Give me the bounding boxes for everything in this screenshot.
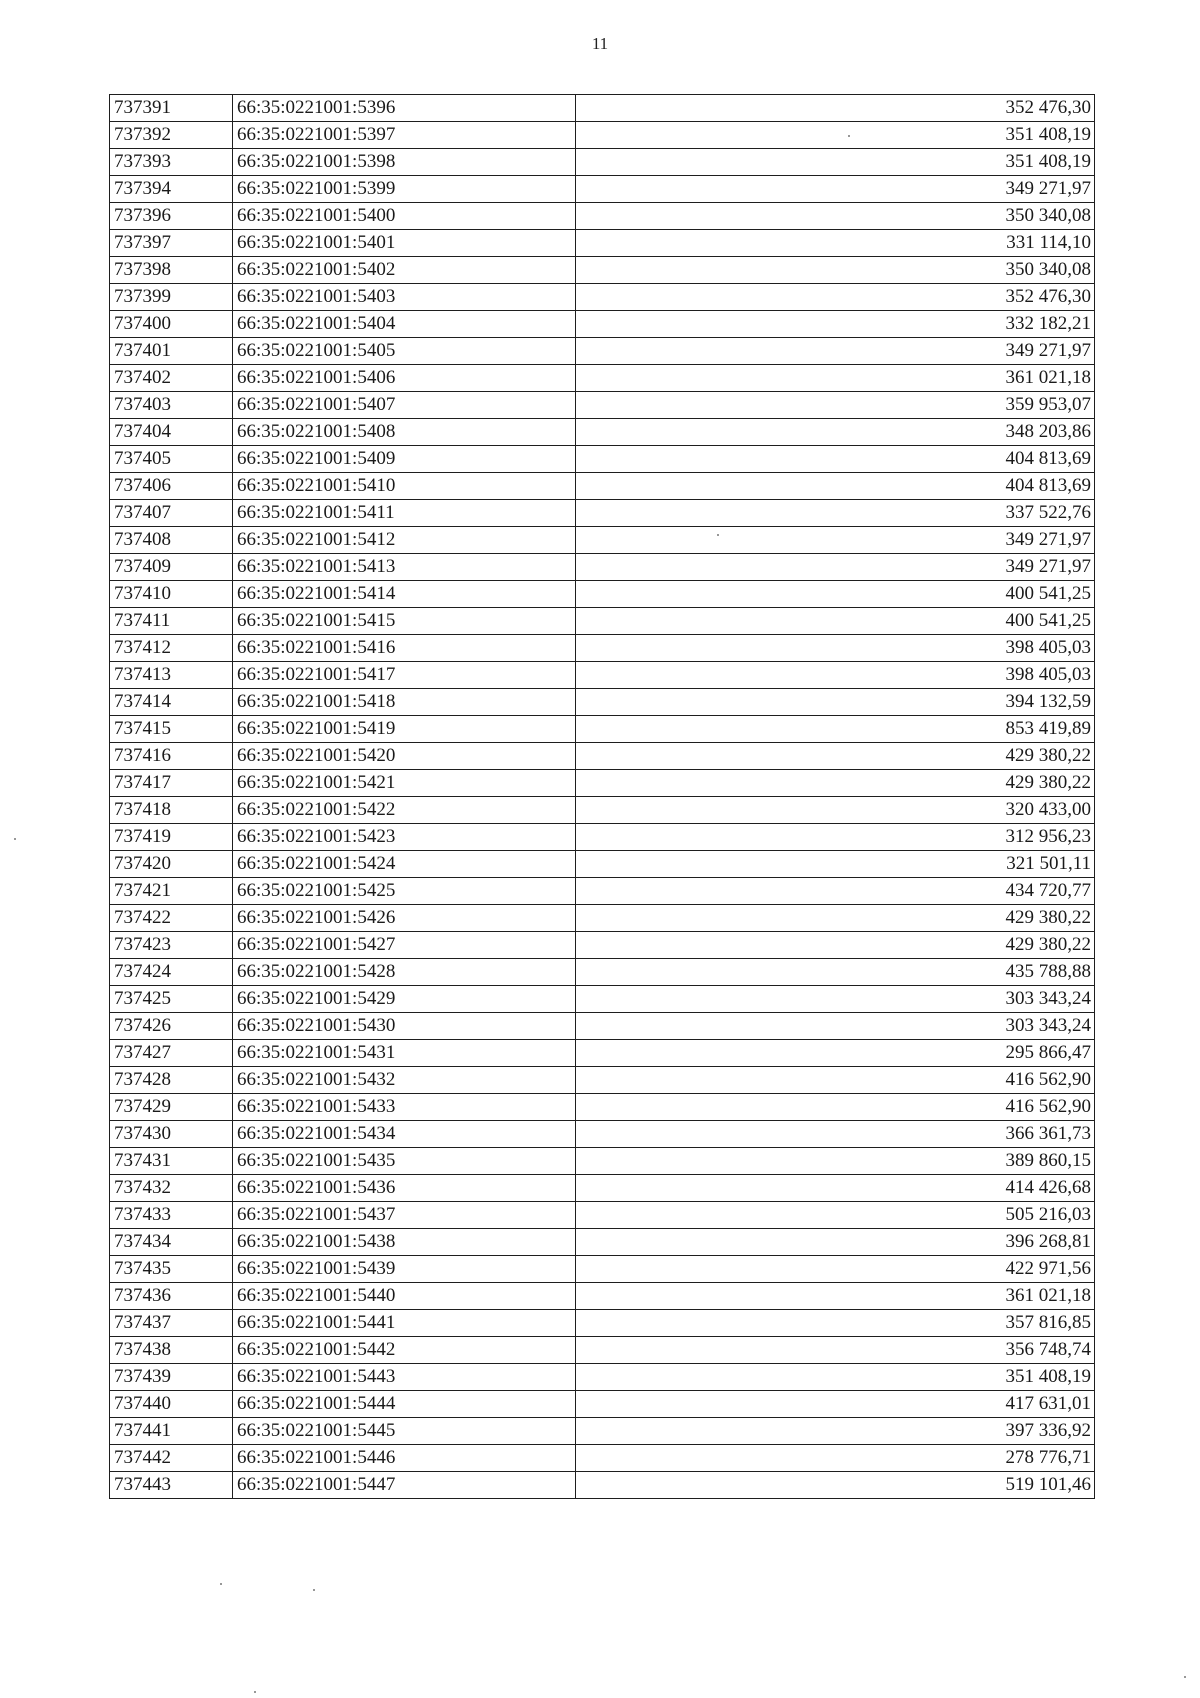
row-id-cell: 737428 [110,1067,233,1094]
cadastral-number-cell: 66:35:0221001:5408 [233,419,576,446]
cadastral-number-cell: 66:35:0221001:5436 [233,1175,576,1202]
table-row [110,1337,1095,1364]
table-row [110,311,1095,338]
cadastral-number-cell: 66:35:0221001:5407 [233,392,576,419]
row-id-cell: 737442 [110,1445,233,1472]
value-cell: 348 203,86 [576,419,1095,446]
table-row [110,1283,1095,1310]
table-row [110,824,1095,851]
cadastral-number-cell: 66:35:0221001:5415 [233,608,576,635]
cadastral-number-cell: 66:35:0221001:5403 [233,284,576,311]
value-cell: 350 340,08 [576,257,1095,284]
cadastral-number-cell: 66:35:0221001:5416 [233,635,576,662]
row-id-cell: 737443 [110,1472,233,1499]
row-id-cell: 737423 [110,932,233,959]
row-id-cell: 737404 [110,419,233,446]
value-cell: 414 426,68 [576,1175,1095,1202]
table-row [110,122,1095,149]
row-id-cell: 737405 [110,446,233,473]
row-id-cell: 737421 [110,878,233,905]
cadastral-number-cell: 66:35:0221001:5433 [233,1094,576,1121]
value-cell: 332 182,21 [576,311,1095,338]
value-cell: 331 114,10 [576,230,1095,257]
cadastral-number-cell: 66:35:0221001:5421 [233,770,576,797]
table-row [110,959,1095,986]
row-id-cell: 737439 [110,1364,233,1391]
value-cell: 278 776,71 [576,1445,1095,1472]
row-id-cell: 737418 [110,797,233,824]
table-row [110,392,1095,419]
table-row [110,797,1095,824]
value-cell: 404 813,69 [576,473,1095,500]
cadastral-number-cell: 66:35:0221001:5434 [233,1121,576,1148]
row-id-cell: 737417 [110,770,233,797]
cadastral-number-cell: 66:35:0221001:5423 [233,824,576,851]
table-row [110,662,1095,689]
table-row [110,230,1095,257]
row-id-cell: 737440 [110,1391,233,1418]
value-cell: 361 021,18 [576,365,1095,392]
value-cell: 321 501,11 [576,851,1095,878]
table-row [110,1418,1095,1445]
cadastral-number-cell: 66:35:0221001:5406 [233,365,576,392]
cadastral-number-cell: 66:35:0221001:5426 [233,905,576,932]
value-cell: 352 476,30 [576,95,1095,122]
row-id-cell: 737392 [110,122,233,149]
table-row [110,1094,1095,1121]
table-row [110,1445,1095,1472]
cadastral-number-cell: 66:35:0221001:5441 [233,1310,576,1337]
cadastral-number-cell: 66:35:0221001:5442 [233,1337,576,1364]
cadastral-number-cell: 66:35:0221001:5400 [233,203,576,230]
table-row [110,500,1095,527]
row-id-cell: 737426 [110,1013,233,1040]
row-id-cell: 737419 [110,824,233,851]
cadastral-number-cell: 66:35:0221001:5412 [233,527,576,554]
row-id-cell: 737430 [110,1121,233,1148]
cadastral-number-cell: 66:35:0221001:5432 [233,1067,576,1094]
cadastral-number-cell: 66:35:0221001:5396 [233,95,576,122]
row-id-cell: 737438 [110,1337,233,1364]
value-cell: 337 522,76 [576,500,1095,527]
table-row [110,1175,1095,1202]
value-cell: 349 271,97 [576,554,1095,581]
table-row [110,1256,1095,1283]
value-cell: 351 408,19 [576,1364,1095,1391]
cadastral-number-cell: 66:35:0221001:5439 [233,1256,576,1283]
cadastral-number-cell: 66:35:0221001:5417 [233,662,576,689]
cadastral-number-cell: 66:35:0221001:5425 [233,878,576,905]
table-row [110,1013,1095,1040]
cadastral-number-cell: 66:35:0221001:5398 [233,149,576,176]
value-cell: 429 380,22 [576,743,1095,770]
cadastral-number-cell: 66:35:0221001:5443 [233,1364,576,1391]
cadastral-number-cell: 66:35:0221001:5431 [233,1040,576,1067]
cadastral-number-cell: 66:35:0221001:5418 [233,689,576,716]
row-id-cell: 737407 [110,500,233,527]
table-row [110,338,1095,365]
cadastral-number-cell: 66:35:0221001:5430 [233,1013,576,1040]
value-cell: 422 971,56 [576,1256,1095,1283]
value-cell: 356 748,74 [576,1337,1095,1364]
table-row [110,932,1095,959]
cadastral-number-cell: 66:35:0221001:5410 [233,473,576,500]
scan-speck [1184,1676,1186,1678]
row-id-cell: 737437 [110,1310,233,1337]
row-id-cell: 737427 [110,1040,233,1067]
table-row [110,1310,1095,1337]
value-cell: 350 340,08 [576,203,1095,230]
table-row [110,689,1095,716]
table-row [110,743,1095,770]
row-id-cell: 737400 [110,311,233,338]
table-row [110,581,1095,608]
table-row [110,1202,1095,1229]
value-cell: 303 343,24 [576,986,1095,1013]
cadastral-number-cell: 66:35:0221001:5440 [233,1283,576,1310]
cadastral-number-cell: 66:35:0221001:5419 [233,716,576,743]
table-row [110,527,1095,554]
cadastral-number-cell: 66:35:0221001:5397 [233,122,576,149]
cadastral-table-container [109,94,1095,1499]
row-id-cell: 737425 [110,986,233,1013]
cadastral-number-cell: 66:35:0221001:5405 [233,338,576,365]
cadastral-number-cell: 66:35:0221001:5401 [233,230,576,257]
table-row [110,419,1095,446]
cadastral-number-cell: 66:35:0221001:5427 [233,932,576,959]
value-cell: 349 271,97 [576,176,1095,203]
value-cell: 398 405,03 [576,635,1095,662]
cadastral-number-cell: 66:35:0221001:5409 [233,446,576,473]
value-cell: 312 956,23 [576,824,1095,851]
value-cell: 320 433,00 [576,797,1095,824]
row-id-cell: 737391 [110,95,233,122]
table-row [110,905,1095,932]
scan-speck [717,534,719,536]
value-cell: 303 343,24 [576,1013,1095,1040]
value-cell: 366 361,73 [576,1121,1095,1148]
value-cell: 429 380,22 [576,770,1095,797]
table-row [110,446,1095,473]
value-cell: 394 132,59 [576,689,1095,716]
value-cell: 349 271,97 [576,527,1095,554]
table-row [110,635,1095,662]
row-id-cell: 737402 [110,365,233,392]
value-cell: 389 860,15 [576,1148,1095,1175]
row-id-cell: 737398 [110,257,233,284]
table-row [110,473,1095,500]
cadastral-number-cell: 66:35:0221001:5446 [233,1445,576,1472]
value-cell: 361 021,18 [576,1283,1095,1310]
table-row [110,608,1095,635]
cadastral-number-cell: 66:35:0221001:5404 [233,311,576,338]
row-id-cell: 737416 [110,743,233,770]
cadastral-number-cell: 66:35:0221001:5435 [233,1148,576,1175]
cadastral-number-cell: 66:35:0221001:5402 [233,257,576,284]
table-row [110,1229,1095,1256]
table-row [110,1391,1095,1418]
table-row [110,716,1095,743]
row-id-cell: 737401 [110,338,233,365]
cadastral-number-cell: 66:35:0221001:5414 [233,581,576,608]
cadastral-number-cell: 66:35:0221001:5429 [233,986,576,1013]
row-id-cell: 737408 [110,527,233,554]
row-id-cell: 737441 [110,1418,233,1445]
row-id-cell: 737393 [110,149,233,176]
scan-speck [254,1691,256,1693]
value-cell: 352 476,30 [576,284,1095,311]
value-cell: 397 336,92 [576,1418,1095,1445]
value-cell: 295 866,47 [576,1040,1095,1067]
row-id-cell: 737433 [110,1202,233,1229]
row-id-cell: 737415 [110,716,233,743]
cadastral-number-cell: 66:35:0221001:5422 [233,797,576,824]
row-id-cell: 737420 [110,851,233,878]
value-cell: 429 380,22 [576,932,1095,959]
table-row [110,284,1095,311]
table-row [110,365,1095,392]
scan-speck [220,1583,222,1585]
cadastral-table [109,94,1095,1499]
value-cell: 434 720,77 [576,878,1095,905]
value-cell: 351 408,19 [576,122,1095,149]
row-id-cell: 737406 [110,473,233,500]
table-row [110,176,1095,203]
cadastral-number-cell: 66:35:0221001:5420 [233,743,576,770]
row-id-cell: 737410 [110,581,233,608]
cadastral-number-cell: 66:35:0221001:5399 [233,176,576,203]
row-id-cell: 737399 [110,284,233,311]
value-cell: 429 380,22 [576,905,1095,932]
table-row [110,878,1095,905]
value-cell: 416 562,90 [576,1067,1095,1094]
row-id-cell: 737413 [110,662,233,689]
row-id-cell: 737403 [110,392,233,419]
cadastral-number-cell: 66:35:0221001:5444 [233,1391,576,1418]
value-cell: 404 813,69 [576,446,1095,473]
table-row [110,554,1095,581]
table-row [110,986,1095,1013]
value-cell: 505 216,03 [576,1202,1095,1229]
value-cell: 400 541,25 [576,581,1095,608]
table-row [110,1148,1095,1175]
cadastral-number-cell: 66:35:0221001:5411 [233,500,576,527]
value-cell: 359 953,07 [576,392,1095,419]
scan-speck [14,838,16,840]
row-id-cell: 737414 [110,689,233,716]
row-id-cell: 737394 [110,176,233,203]
row-id-cell: 737432 [110,1175,233,1202]
cadastral-number-cell: 66:35:0221001:5428 [233,959,576,986]
value-cell: 435 788,88 [576,959,1095,986]
value-cell: 853 419,89 [576,716,1095,743]
value-cell: 416 562,90 [576,1094,1095,1121]
row-id-cell: 737434 [110,1229,233,1256]
table-row [110,770,1095,797]
row-id-cell: 737422 [110,905,233,932]
cadastral-number-cell: 66:35:0221001:5413 [233,554,576,581]
table-row [110,1040,1095,1067]
table-row [110,95,1095,122]
cadastral-number-cell: 66:35:0221001:5424 [233,851,576,878]
table-row [110,257,1095,284]
value-cell: 357 816,85 [576,1310,1095,1337]
value-cell: 396 268,81 [576,1229,1095,1256]
table-row [110,1472,1095,1499]
row-id-cell: 737431 [110,1148,233,1175]
row-id-cell: 737397 [110,230,233,257]
value-cell: 519 101,46 [576,1472,1095,1499]
value-cell: 349 271,97 [576,338,1095,365]
page-number: 11 [591,34,609,53]
cadastral-number-cell: 66:35:0221001:5447 [233,1472,576,1499]
scan-speck [848,135,850,137]
table-row [110,149,1095,176]
row-id-cell: 737396 [110,203,233,230]
value-cell: 351 408,19 [576,149,1095,176]
scan-speck [313,1589,315,1591]
cadastral-number-cell: 66:35:0221001:5445 [233,1418,576,1445]
table-body [110,95,1095,1499]
table-row [110,1121,1095,1148]
row-id-cell: 737411 [110,608,233,635]
row-id-cell: 737424 [110,959,233,986]
cadastral-number-cell: 66:35:0221001:5437 [233,1202,576,1229]
row-id-cell: 737435 [110,1256,233,1283]
row-id-cell: 737436 [110,1283,233,1310]
table-row [110,1067,1095,1094]
value-cell: 398 405,03 [576,662,1095,689]
row-id-cell: 737429 [110,1094,233,1121]
row-id-cell: 737409 [110,554,233,581]
cadastral-number-cell: 66:35:0221001:5438 [233,1229,576,1256]
row-id-cell: 737412 [110,635,233,662]
table-row [110,203,1095,230]
table-row [110,851,1095,878]
table-row [110,1364,1095,1391]
value-cell: 417 631,01 [576,1391,1095,1418]
value-cell: 400 541,25 [576,608,1095,635]
